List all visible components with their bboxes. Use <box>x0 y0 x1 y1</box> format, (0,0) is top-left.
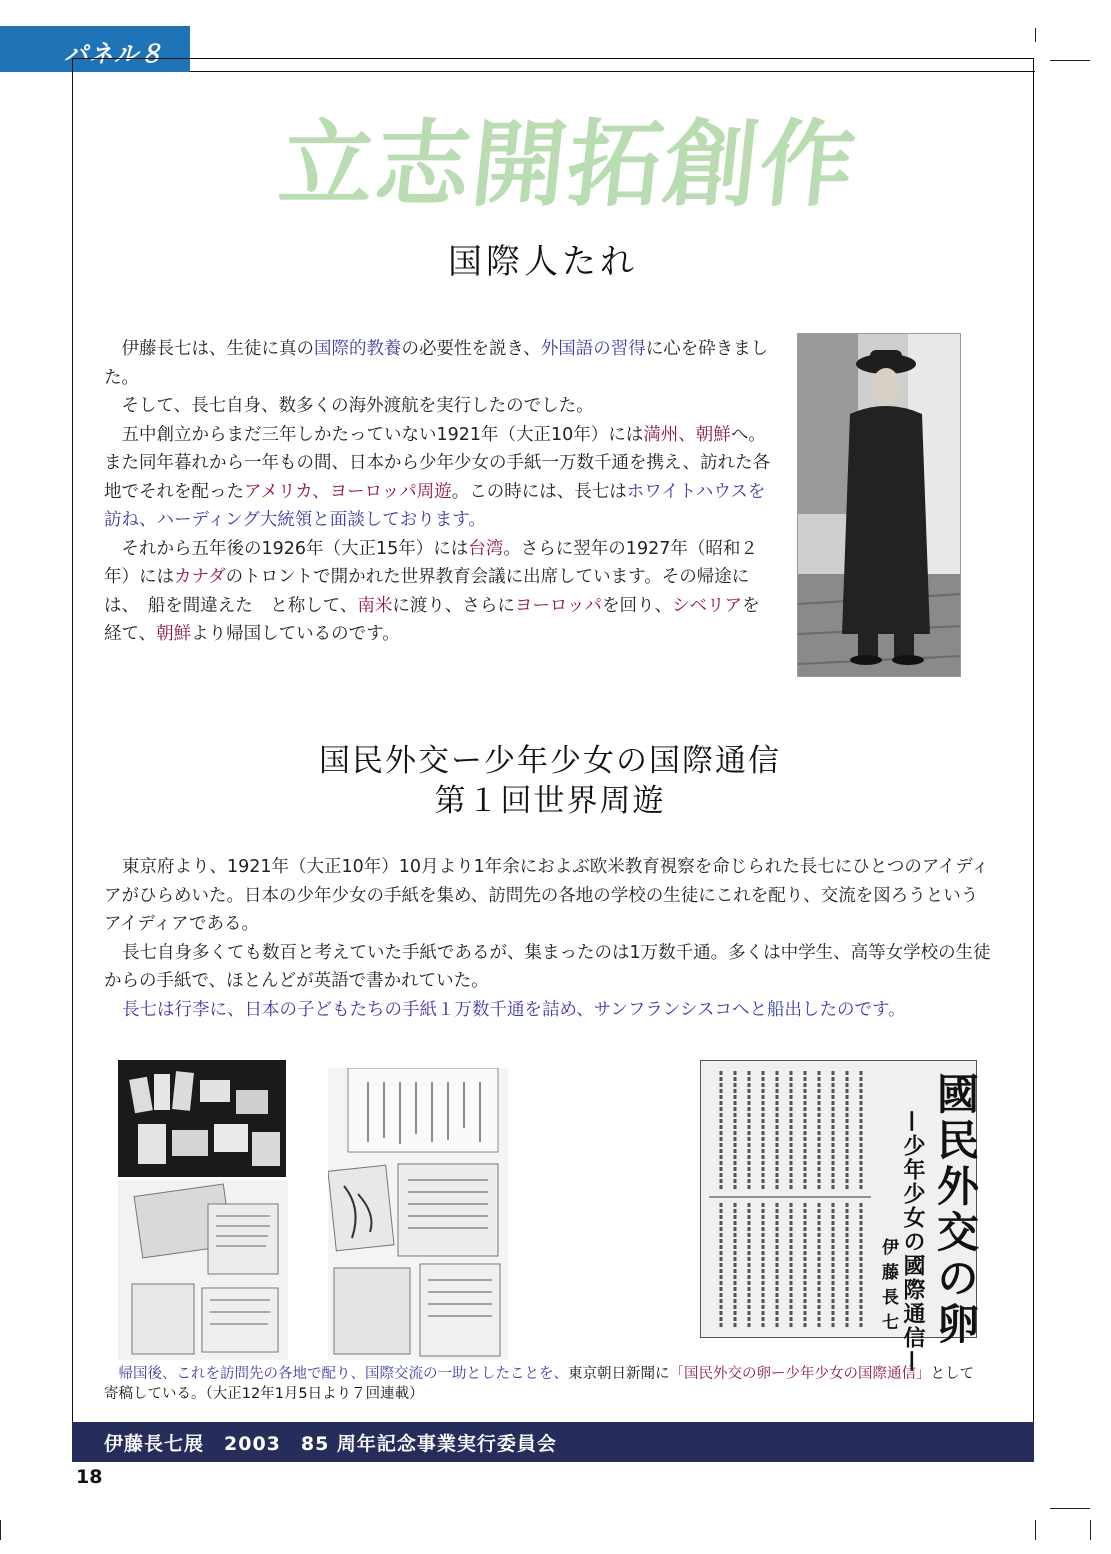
image-caption <box>104 1364 984 1404</box>
portrait-illustration <box>798 334 961 677</box>
newspaper-subheadline: —少年少女の國際通信— <box>900 1110 926 1374</box>
highlight-text: シベリア <box>672 595 743 616</box>
crop-mark <box>1090 1520 1091 1540</box>
highlight-text: アメリカ、ヨーロッパ周遊 <box>244 481 452 502</box>
section2-para-2: 長七自身多くても数百と考えていた手紙であるが、集まったのは1万数千通。多くは中学生、高等女学校の生徒からの手紙で、ほとんどが英語で書かれていた。 <box>104 942 991 991</box>
section1-para-1 <box>104 335 774 392</box>
caption-highlight: 「国民外交の卵ー少年少女の国際通信」 <box>669 1366 931 1382</box>
highlight-text: カナダ <box>174 567 226 587</box>
envelopes-photo <box>118 1180 288 1360</box>
text-run: を回り、 <box>602 595 673 616</box>
text-run: の必要性を説き、 <box>401 339 541 359</box>
letter-documents-photo <box>328 1068 508 1360</box>
highlight-text: ヨーロッパ <box>514 595 603 616</box>
crop-mark <box>1050 60 1090 61</box>
highlight-text: 満州、朝鮮 <box>643 424 731 445</box>
caption-text: 帰国後、これを訪問先の各地で配り、国際交流の一助としたことを、 <box>104 1366 568 1382</box>
highlight-text: 台湾 <box>468 538 504 559</box>
text-run: へ。また同年暮れから一年もの間、日本から少年少女の手紙一万数千通を携え、訪れた各地でそれを配った <box>104 424 771 502</box>
envelopes-illustration <box>118 1180 288 1360</box>
section2-para-1: 東京府より、1921年（大正10年）10月より1年余におよぶ欧米教育視察を命じられた長七にひとつのアイディアがひらめいた。日本の少年少女の手紙を集め、訪問先の各地の学校の生徒にこれを配り、交流を図ろうというアイディアである。 <box>104 857 989 934</box>
highlight-text: 外国語の習得 <box>540 339 646 359</box>
caption-text: 東京朝日新聞に <box>568 1366 670 1382</box>
text-run: に渡り、さらに <box>392 595 515 616</box>
letters-photo <box>118 1060 286 1177</box>
section2-subtitle: 第１回世界周遊 <box>434 783 666 819</box>
newspaper-headline: 國民外交の卵 <box>931 1072 980 1348</box>
letter-documents-illustration <box>328 1068 508 1360</box>
section1-para-2: そして、長七自身、数多くの海外渡航を実行したのでした。 <box>104 396 594 416</box>
text-run: 。さらに翌年の1927年（昭和２年）には <box>104 538 758 587</box>
text-run: より帰国しているのです。 <box>191 624 400 644</box>
text-run: 。この時には、長七は <box>451 481 627 502</box>
page-subtitle: 国際人たれ <box>448 242 638 282</box>
section2-text <box>104 853 992 1024</box>
newspaper-author: 伊藤長七 <box>878 1238 898 1338</box>
section2-para-3: 長七は行李に、日本の子どもたちの手紙１万数千通を詰め、サンフランシスコへと船出したのです。 <box>122 999 906 1020</box>
highlight-text: 南米 <box>357 595 393 616</box>
section1-para-4 <box>104 535 774 649</box>
highlight-text: 国際的教養 <box>314 339 402 359</box>
section2-title: 国民外交ー少年少女の国際通信 <box>319 743 781 779</box>
text-run: のトロントで開かれた世界教育会議に出席しています。その帰途には、 船を間違えた と称して、 <box>104 567 750 616</box>
crop-mark <box>1050 1508 1090 1509</box>
highlight-text: 朝鮮 <box>156 624 192 644</box>
crop-mark <box>1035 28 1036 42</box>
section1-para-3 <box>104 421 774 535</box>
text-run: それから五年後の1926年（大正15年）には <box>104 538 469 559</box>
crop-mark <box>1035 1520 1036 1540</box>
caption-text: として寄稿している。（大正12年1月5日より７回連載） <box>104 1366 974 1402</box>
text-run: 五中創立からまだ三年しかたっていない1921年（大正10年）には <box>104 424 644 445</box>
calligraphy-title: 立志開拓創作 <box>274 110 862 220</box>
highlight-text: ホワイトハウスを訪ね、ハーディング大統領と面談しております。 <box>104 481 766 530</box>
footer-text: 伊藤長七展 2003 85 周年記念事業実行委員会 <box>104 1433 557 1455</box>
letters-illustration <box>118 1060 286 1177</box>
text-run: を経て、 <box>104 595 760 644</box>
panel-label: パネル８ <box>64 40 164 68</box>
page-number: 18 <box>76 1466 103 1488</box>
footer-bar <box>72 1422 1034 1462</box>
section1-text <box>104 335 774 649</box>
portrait-photo <box>797 333 961 677</box>
crop-mark <box>0 1520 1 1540</box>
text-run: 伊藤長七は、生徒に真の <box>104 339 314 359</box>
text-run: に心を砕きました。 <box>104 339 769 388</box>
